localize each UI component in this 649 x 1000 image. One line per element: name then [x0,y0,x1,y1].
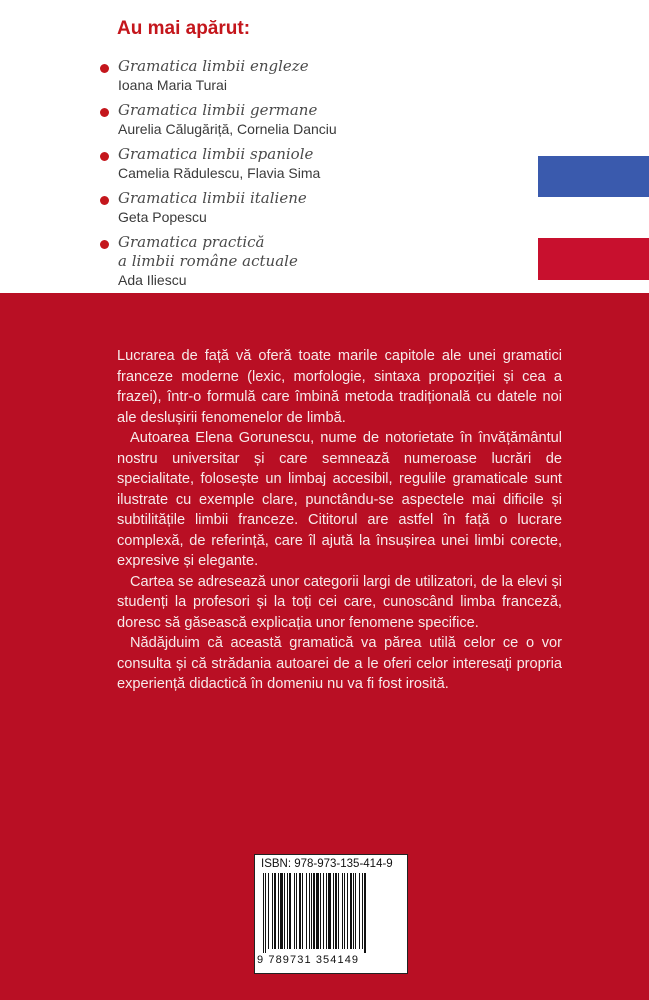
bullet-icon [100,108,109,117]
flag-red-stripe [538,238,649,280]
book-author: Aurelia Călugăriță, Cornelia Danciu [118,121,337,137]
book-title: Gramatica limbii spaniole [118,145,314,163]
list-item [98,101,398,138]
book-title: Gramatica practică [118,233,265,251]
book-author: Ada Iliescu [118,272,187,288]
description-paragraph: Autoarea Elena Gorunescu, nume de notorietate în învățământul nostru universitar și care semnează numeroase lucrări de specialitate, folosește un limbaj accesibil, regulile gramaticale sunt ilustrate cu exemple clare, punctându-se aspectele mai dificile și subtilitățile limbii franceze. Cititorul are astfel în față o lucrare complexă, de referință, care îl ajută la însușirea unei limbi corecte, expresive și elegante. [117,430,562,569]
description-paragraph: Nădăjduim că această gramatică va părea utilă celor ce o vor consulta și că strădania autoarei de a le oferi celor interesați propria experiență didactică în domeniu nu va fi fost irosită. [117,635,562,692]
description-text [117,346,562,695]
description-paragraph: Cartea se adresează unor categorii largi de utilizatori, de la elevi și studenți la profesori și la toți cei care, cunoscând limba franceză, doresc să găsească explicația unor fenomene specifice. [117,573,562,631]
also-published-heading: Au mai apărut: [117,18,251,39]
main-red-panel [0,293,649,1000]
book-title-line2: a limbii române actuale [118,252,298,270]
description-paragraph: Lucrarea de față vă oferă toate marile capitole ale unei gramatici franceze moderne (lexic, morfologie, sintaxa propoziției și cea a frazei), într-o formulă care îmbină metoda tradițională cu datele noi ale deslușirii fenomenelor de limbă. [117,348,562,426]
barcode-digits: 9 789731 354149 [257,954,360,966]
bullet-icon [100,152,109,161]
list-item [98,57,398,94]
bullet-icon [100,196,109,205]
flag-blue-stripe [538,156,649,197]
list-item [98,145,398,182]
list-item [98,189,398,226]
book-author: Ioana Maria Turai [118,77,227,93]
book-list [98,57,398,296]
bullet-icon [100,240,109,249]
list-item [98,233,398,289]
book-title: Gramatica limbii engleze [118,57,309,75]
barcode-icon [263,873,399,953]
book-title: Gramatica limbii italiene [118,189,307,207]
book-title: Gramatica limbii germane [118,101,318,119]
book-author: Geta Popescu [118,209,207,225]
top-panel [0,0,649,293]
barcode-box [254,854,408,974]
bullet-icon [100,64,109,73]
isbn-label: ISBN: 978-973-135-414-9 [261,858,393,870]
book-author: Camelia Rădulescu, Flavia Sima [118,165,321,181]
